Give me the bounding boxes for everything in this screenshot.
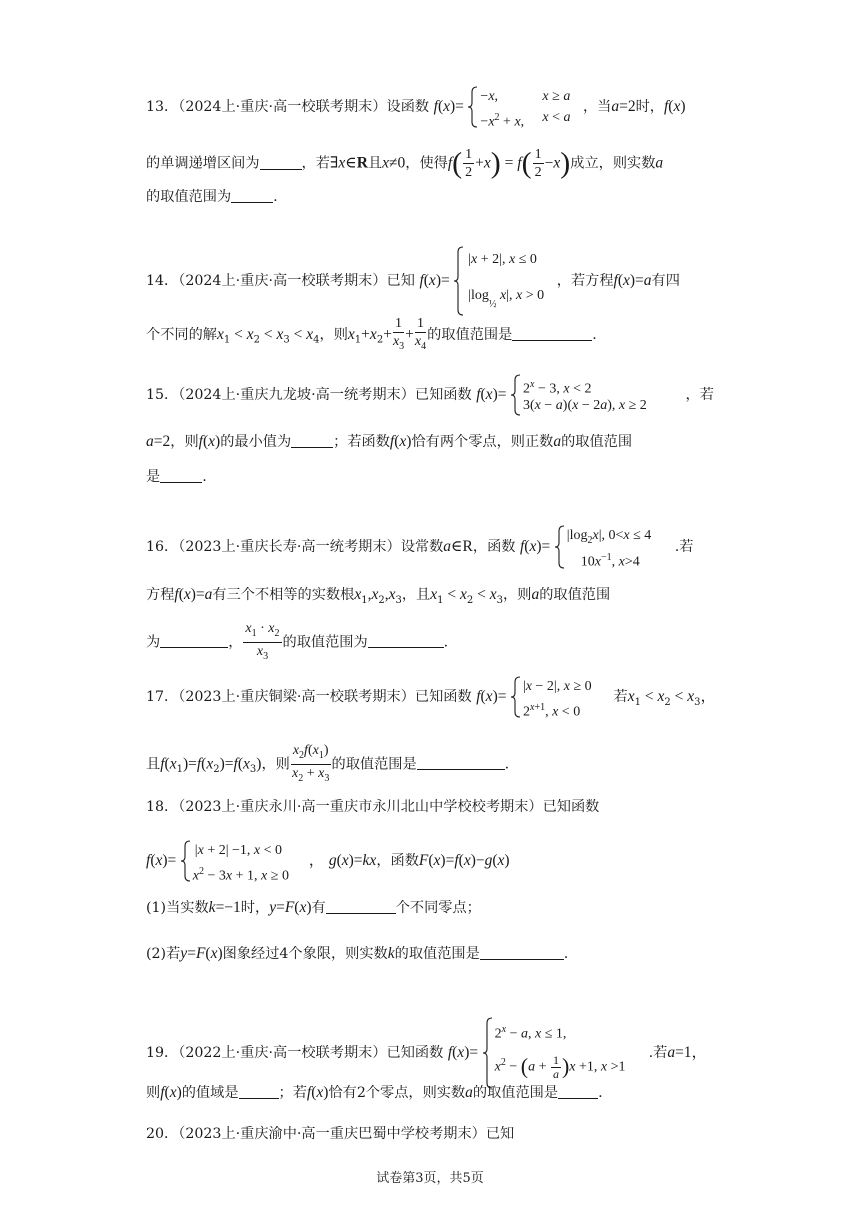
brace-icon bbox=[454, 246, 464, 316]
brace-icon bbox=[511, 676, 521, 718]
q17-line2: 且$f(x_1)=f(x_2)=f(x_3)$，则 $\frac{x_2f(x_1)}{x_2 + x_3}$ 的取值范围是 . bbox=[146, 743, 510, 784]
q18-source: （2023上·重庆永川·高一重庆市永川北山中学校校考期末） bbox=[178, 799, 543, 815]
q17-number: 17． bbox=[146, 689, 179, 705]
q13-line3: 的取值范围为 . bbox=[146, 189, 278, 205]
brace-icon bbox=[483, 1017, 493, 1089]
q15-source: （2024上·重庆九龙坡·高一统考期末） bbox=[178, 387, 415, 403]
q20-source: （2023上·重庆渝中·高一重庆巴蜀中学校考期末） bbox=[178, 1126, 486, 1142]
answer-blank[interactable] bbox=[480, 945, 564, 960]
q16-line1: 16．（2023上·重庆长寿·高一统考期末）设常数a∈R，函数 f(x)= $|\log_2x|$, 0<x ≤ 4 $10x^{-1}$, x>4 .若 bbox=[146, 525, 693, 569]
answer-blank[interactable] bbox=[239, 1084, 279, 1099]
q19-piecewise: $2^x - a$, x ≤ 1, $x^2 - (a$ + $\frac{1}{a}$ )x +1, x >1 bbox=[483, 1017, 649, 1089]
q18-part1: (1)当实数k=−1时，y=F(x)有 个不同零点； bbox=[146, 899, 481, 916]
q14-line1: 14．（2024上·重庆·高一校联考期末）已知 f(x)= |x + 2|, x ≤ 0 $|\log_{\frac{1}{2}}$ x|, x > 0 ，若方程f(x)=a有四 bbox=[146, 246, 680, 316]
brace-icon bbox=[511, 374, 521, 416]
q18-part2: (2)若y=F(x)图象经过4个象限，则实数k的取值范围是 . bbox=[146, 945, 569, 962]
q19-number: 19． bbox=[146, 1045, 179, 1061]
page-footer: 试卷第3页，共5页 bbox=[376, 1171, 484, 1186]
q18-number: 18． bbox=[146, 799, 179, 815]
q15-number: 15． bbox=[146, 387, 179, 403]
brace-icon bbox=[468, 86, 478, 128]
answer-blank[interactable] bbox=[160, 468, 202, 483]
q13-piecewise: −x, x ≥ a $-x^2 + x$, x < a bbox=[468, 86, 578, 128]
q18-line2: f(x)= |x + 2| −1, x < 0 $x^2 - 3x + 1$, x ≥ 0 ， g(x)=kx，函数F(x)=f(x)−g(x) bbox=[146, 840, 510, 882]
brace-icon bbox=[555, 525, 565, 569]
q15-line3: 是 . bbox=[146, 469, 207, 485]
q15-piecewise: $2^x - 3$, x < 2 3(x − a)(x − 2a), x ≥ 2 bbox=[511, 374, 681, 416]
q16-source: （2023上·重庆长寿·高一统考期末） bbox=[178, 539, 401, 555]
q20-line1: 20．（2023上·重庆渝中·高一重庆巴蜀中学校考期末）已知 bbox=[146, 1126, 515, 1142]
q14-line2: 个不同的解$x_1 < x_2 < x_3 < x_4$，则$x_1+x_2+$ $\frac{1}{x_3}$ + $\frac{1}{x_4}$ 的取值范围是 . bbox=[146, 316, 597, 352]
answer-blank[interactable] bbox=[417, 755, 505, 770]
q20-number: 20． bbox=[146, 1126, 179, 1142]
q18-line1: 18．（2023上·重庆永川·高一重庆市永川北山中学校校考期末）已知函数 bbox=[146, 799, 600, 815]
q19-line1: 19．（2022上·重庆·高一校联考期末）已知函数 f(x)= $2^x - a$, x ≤ 1, $x^2 - (a$ + $\frac{1}{a}$ )x +1, x >1 .若a=1， bbox=[146, 1017, 707, 1089]
brace-icon bbox=[181, 840, 191, 882]
q17-piecewise: |x − 2|, x ≥ 0 $2^{x+1}$, x < 0 bbox=[511, 676, 609, 718]
answer-blank[interactable] bbox=[368, 633, 444, 648]
q18-piecewise: |x + 2| −1, x < 0 $x^2 - 3x + 1$, x ≥ 0 bbox=[181, 840, 309, 882]
q13-line2: 的单调递增区间为 ，若∃x∈R且x≠0，使得f( $\frac{1}{2}$ +x) = f( $\frac{1}{2}$ −x)成立，则实数a bbox=[146, 146, 664, 180]
q19-source: （2022上·重庆·高一校联考期末） bbox=[178, 1045, 387, 1061]
q15-line1: 15．（2024上·重庆九龙坡·高一统考期末）已知函数 f(x)= $2^x - 3$, x < 2 3(x − a)(x − 2a), x ≥ 2 ，若 bbox=[146, 374, 714, 416]
q16-line2: 方程f(x)=a有三个不相等的实数根$x_1,x_2,x_3$，且$x_1 < x_2 < x_3$，则a的取值范围 bbox=[146, 586, 611, 606]
answer-blank[interactable] bbox=[260, 155, 302, 170]
q16-number: 16． bbox=[146, 539, 179, 555]
answer-blank[interactable] bbox=[326, 899, 396, 914]
answer-blank[interactable] bbox=[160, 633, 228, 648]
q14-piecewise: |x + 2|, x ≤ 0 $|\log_{\frac{1}{2}}$ x|, x > 0 bbox=[454, 246, 552, 316]
q14-source: （2024上·重庆·高一校联考期末） bbox=[178, 273, 387, 289]
q16-line3: 为 ， $\frac{x_1 \cdot x_2}{x_3}$ 的取值范围为 . bbox=[146, 621, 449, 662]
q14-number: 14． bbox=[146, 273, 179, 289]
q13-source: （2024上·重庆·高一校联考期末） bbox=[178, 99, 387, 115]
q13-line1: 13．（2024上·重庆·高一校联考期末）设函数 f(x)= −x, x ≥ a $-x^2 + x$, x < a ，当a=2时，f(x) bbox=[146, 86, 686, 128]
q13-number: 13． bbox=[146, 99, 179, 115]
q16-piecewise: $|\log_2x|$, 0<x ≤ 4 $10x^{-1}$, x>4 bbox=[555, 525, 675, 569]
answer-blank[interactable] bbox=[512, 326, 592, 341]
q17-source: （2023上·重庆铜梁·高一校联考期末） bbox=[178, 689, 415, 705]
answer-blank[interactable] bbox=[558, 1084, 598, 1099]
answer-blank[interactable] bbox=[291, 433, 333, 448]
answer-blank[interactable] bbox=[231, 188, 273, 203]
q15-line2: a=2，则f(x)的最小值为 ；若函数f(x)恰有两个零点，则正数a的取值范围 bbox=[146, 433, 633, 450]
q19-line2: 则f(x)的值域是 ；若f(x)恰有2个零点，则实数a的取值范围是 . bbox=[146, 1084, 603, 1101]
q17-line1: 17．（2023上·重庆铜梁·高一校联考期末）已知函数 f(x)= |x − 2|, x ≥ 0 $2^{x+1}$, x < 0 若$x_1 < x_2 < x_3$， bbox=[146, 676, 716, 718]
